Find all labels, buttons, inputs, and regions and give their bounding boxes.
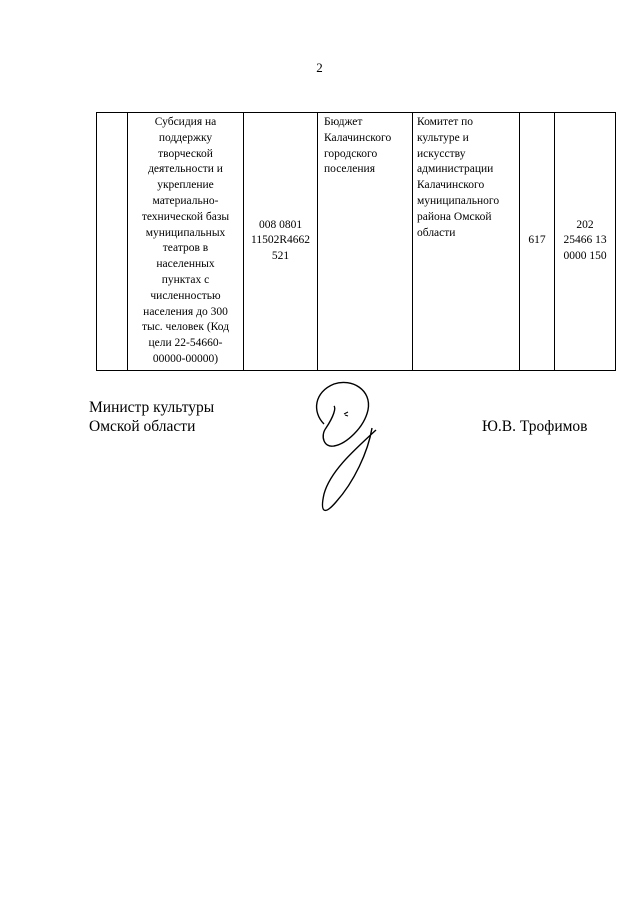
classification-code: 008 0801 11502R4662 521 xyxy=(251,218,310,263)
budget-cell xyxy=(318,113,413,371)
admin-code-cell xyxy=(520,113,555,371)
budget-text: Бюджет Калачинского городского поселения xyxy=(324,116,392,176)
admin-code: 617 xyxy=(528,234,546,247)
row-number-cell xyxy=(97,113,128,371)
page-number: 2 xyxy=(316,60,323,75)
revenue-code: 202 25466 13 0000 150 xyxy=(563,218,607,263)
revenue-code-cell xyxy=(555,113,616,371)
minister-title: Министр культуры Омской области xyxy=(89,399,215,435)
handwritten-signature xyxy=(294,372,384,522)
purpose-cell xyxy=(128,113,244,371)
classification-code-cell xyxy=(244,113,318,371)
subsidy-table xyxy=(96,112,616,371)
administrator-text: Комитет по культуре и искусству администрации Калачинского муниципального района Омской области xyxy=(417,116,500,239)
minister-name: Ю.В. Трофимов xyxy=(482,418,588,435)
administrator-cell xyxy=(413,113,520,371)
purpose-text: Субсидия на поддержку творческой деятельности и укрепление материально- технической базы муниципальных театров в населенных пунктах с численностью населения до 300 тыс. человек (Код цели 22-54660- 00000-00000) xyxy=(141,116,230,365)
table-row xyxy=(97,113,616,371)
